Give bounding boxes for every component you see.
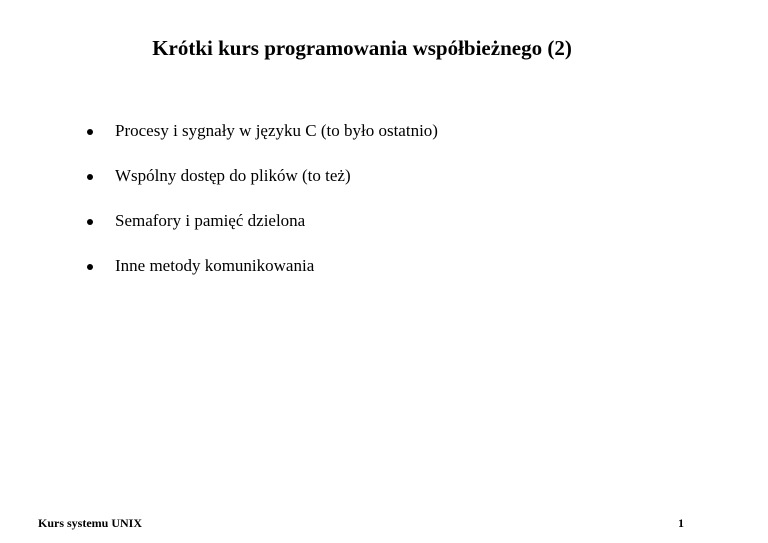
bullet-text: Inne metody komunikowania — [115, 256, 315, 275]
bullet-text: Semafory i pamięć dzielona — [115, 211, 306, 230]
bullet-dot-icon — [87, 264, 93, 270]
slide-title: Krótki kurs programowania współbieżnego (2) — [152, 36, 572, 60]
bullet-dot-icon — [87, 174, 93, 180]
bullet-text: Wspólny dostęp do plików (to też) — [115, 166, 351, 185]
bullet-text: Procesy i sygnały w języku C (to było ostatnio) — [115, 121, 438, 140]
footer-course-name: Kurs systemu UNIX — [38, 516, 143, 530]
footer-page-number: 1 — [678, 516, 684, 530]
bullet-dot-icon — [87, 129, 93, 135]
bullet-dot-icon — [87, 219, 93, 225]
